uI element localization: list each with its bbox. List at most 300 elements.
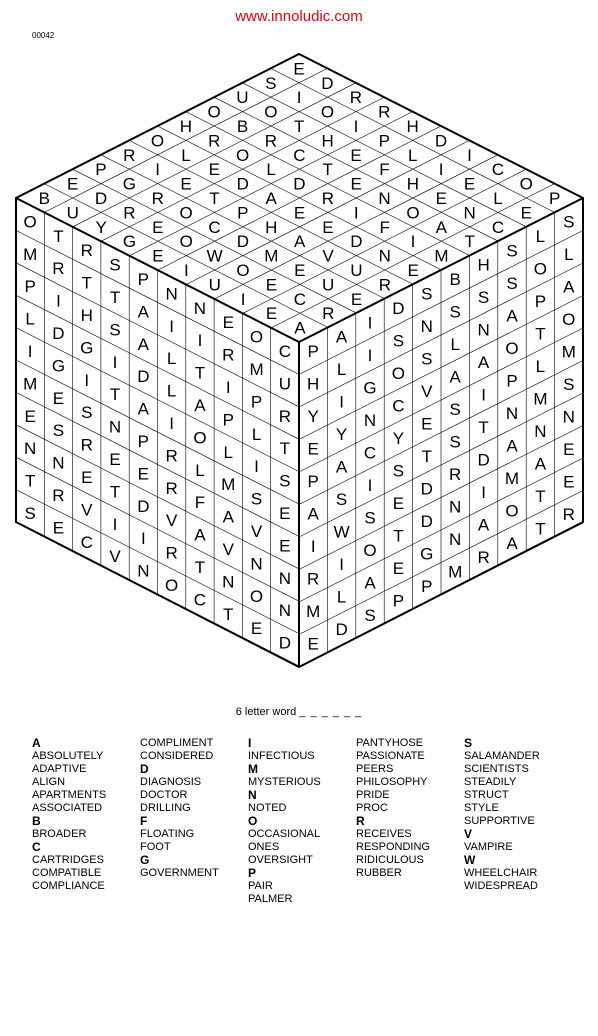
cube-letter[interactable]: T [223, 604, 234, 624]
cube-letter[interactable]: O [363, 540, 377, 560]
cube-letter[interactable]: A [137, 302, 150, 322]
cube-letter[interactable]: I [183, 261, 189, 280]
cube-letter[interactable]: V [250, 522, 263, 541]
cube-letter[interactable]: N [378, 246, 391, 266]
cube-letter[interactable]: I [438, 160, 444, 180]
cube-letter[interactable]: L [535, 226, 546, 246]
cube-letter[interactable]: R [123, 145, 136, 165]
cube-letter[interactable]: L [336, 360, 347, 380]
cube-letter[interactable]: H [179, 117, 192, 136]
cube-letter[interactable]: S [392, 331, 405, 351]
cube-letter[interactable]: L [166, 349, 177, 369]
cube-letter[interactable]: A [194, 525, 206, 545]
cube-letter[interactable]: L [266, 160, 276, 180]
cube-letter[interactable]: O [179, 203, 193, 223]
cube-letter[interactable]: P [307, 342, 319, 362]
cube-letter[interactable]: Y [307, 407, 319, 427]
cube-letter[interactable]: D [137, 367, 150, 387]
cube-letter[interactable]: O [406, 203, 420, 223]
cube-letter[interactable]: E [152, 246, 164, 266]
cube-letter[interactable]: O [165, 576, 179, 595]
cube-letter[interactable]: R [477, 548, 490, 568]
cube-letter[interactable]: E [293, 203, 306, 223]
cube-letter[interactable]: N [562, 407, 575, 427]
cube-letter[interactable]: R [321, 189, 334, 208]
cube-letter[interactable]: V [109, 547, 121, 567]
cube-letter[interactable]: I [84, 370, 90, 390]
cube-letter[interactable]: I [339, 555, 344, 575]
cube-letter[interactable]: I [481, 385, 486, 405]
cube-letter[interactable]: U [322, 275, 335, 295]
cube-letter[interactable]: R [80, 435, 93, 455]
cube-letter[interactable]: N [108, 417, 122, 437]
cube-letter[interactable]: T [322, 160, 333, 180]
cube-letter[interactable]: A [449, 367, 461, 387]
cube-letter[interactable]: N [420, 316, 433, 336]
cube-letter[interactable]: N [137, 561, 150, 581]
cube-letter[interactable]: T [535, 486, 546, 506]
cube-letter[interactable]: D [52, 324, 65, 343]
cube-letter[interactable]: T [194, 363, 206, 383]
cube-letter[interactable]: H [307, 374, 320, 394]
cube-letter[interactable]: V [222, 540, 234, 559]
cube-letter[interactable]: P [534, 291, 547, 311]
cube-letter[interactable]: I [367, 313, 373, 333]
cube-letter[interactable]: E [208, 160, 221, 180]
cube-letter[interactable]: H [406, 174, 419, 194]
cube-letter[interactable]: T [393, 526, 404, 546]
cube-letter[interactable]: E [293, 59, 305, 79]
cube-letter[interactable]: L [223, 442, 233, 462]
cube-letter[interactable]: S [449, 432, 461, 452]
cube-letter[interactable]: R [208, 131, 221, 151]
cube-letter[interactable]: E [279, 536, 291, 556]
cube-letter[interactable]: E [137, 464, 150, 484]
cube-letter[interactable]: O [505, 501, 519, 521]
cube-letter[interactable]: M [561, 342, 576, 362]
cube-letter[interactable]: P [137, 432, 150, 451]
cube-letter[interactable]: L [195, 460, 205, 480]
cube-letter[interactable]: S [392, 461, 405, 481]
cube-letter[interactable]: M [448, 562, 463, 582]
cube-letter[interactable]: T [109, 385, 121, 405]
cube-letter[interactable]: D [434, 131, 448, 151]
cube-letter[interactable]: R [264, 131, 278, 151]
cube-letter[interactable]: O [207, 102, 221, 122]
cube-letter[interactable]: I [140, 529, 146, 549]
cube-letter[interactable]: D [477, 450, 490, 470]
cube-letter[interactable]: P [548, 189, 561, 208]
cube-letter[interactable]: S [506, 241, 518, 261]
cube-letter[interactable]: G [363, 378, 377, 398]
cube-letter[interactable]: D [392, 298, 405, 318]
cube-letter[interactable]: T [535, 519, 546, 539]
cube-letter[interactable]: I [112, 514, 118, 534]
cube-letter[interactable]: A [477, 353, 490, 373]
cube-letter[interactable]: A [435, 217, 448, 237]
cube-letter[interactable]: E [265, 304, 278, 324]
cube-letter[interactable]: E [563, 472, 575, 492]
cube-letter[interactable]: T [109, 288, 121, 307]
cube-letter[interactable]: P [307, 472, 319, 492]
cube-letter[interactable]: E [307, 634, 319, 654]
cube-letter[interactable]: B [236, 117, 249, 136]
cube-letter[interactable]: C [491, 160, 504, 180]
cube-letter[interactable]: N [449, 530, 462, 550]
cube-letter[interactable]: E [180, 174, 192, 194]
cube-letter[interactable]: A [137, 399, 150, 419]
cube-letter[interactable]: C [491, 217, 505, 237]
cube-letter[interactable]: S [279, 471, 291, 491]
cube-letter[interactable]: T [209, 189, 220, 208]
cube-letter[interactable]: M [306, 602, 321, 622]
cube-letter[interactable]: E [392, 493, 405, 513]
cube-letter[interactable]: W [333, 522, 350, 542]
cube-letter[interactable]: I [225, 378, 231, 397]
cube-letter[interactable]: R [307, 569, 320, 589]
cube-letter[interactable]: H [265, 217, 278, 237]
cube-letter[interactable]: E [322, 217, 334, 237]
cube-letter[interactable]: L [493, 189, 503, 208]
cube-letter[interactable]: E [294, 261, 306, 280]
cube-letter[interactable]: T [53, 226, 64, 246]
cube-letter[interactable]: I [112, 352, 118, 372]
cube-letter[interactable]: E [350, 145, 362, 165]
cube-letter[interactable]: N [278, 568, 291, 588]
cube-letter[interactable]: F [379, 160, 390, 180]
cube-letter[interactable]: A [293, 232, 306, 252]
cube-letter[interactable]: C [193, 590, 207, 610]
cube-letter[interactable]: L [166, 381, 177, 401]
cube-letter[interactable]: N [222, 572, 235, 592]
cube-letter[interactable]: I [410, 232, 416, 252]
cube-letter[interactable]: E [279, 504, 291, 523]
cube-letter[interactable]: N [363, 410, 377, 430]
cube-letter[interactable]: C [208, 217, 221, 237]
cube-letter[interactable]: N [24, 439, 37, 459]
cube-letter[interactable]: D [293, 174, 306, 194]
cube-letter[interactable]: B [449, 270, 461, 290]
cube-letter[interactable]: A [335, 327, 348, 347]
cube-letter[interactable]: L [181, 145, 191, 165]
cube-letter[interactable]: A [194, 396, 206, 415]
cube-letter[interactable]: R [349, 88, 362, 108]
cube-letter[interactable]: T [478, 418, 489, 438]
cube-letter[interactable]: V [165, 511, 178, 531]
cube-letter[interactable]: S [24, 504, 36, 523]
cube-letter[interactable]: I [367, 475, 373, 495]
cube-letter[interactable]: U [278, 374, 291, 394]
cube-letter[interactable]: F [194, 493, 206, 513]
cube-letter[interactable]: A [506, 533, 518, 553]
cube-letter[interactable]: L [564, 244, 574, 264]
cube-letter[interactable]: D [137, 496, 150, 516]
cube-letter[interactable]: R [165, 543, 178, 563]
cube-letter[interactable]: P [222, 410, 234, 430]
cube-letter[interactable]: E [435, 189, 447, 208]
cube-letter[interactable]: O [236, 145, 250, 165]
cube-letter[interactable]: E [421, 414, 433, 434]
cube-letter[interactable]: M [434, 246, 449, 266]
cube-letter[interactable]: L [450, 335, 460, 355]
cube-letter[interactable]: G [80, 338, 94, 358]
cube-letter[interactable]: O [264, 102, 278, 122]
cube-letter[interactable]: I [467, 145, 472, 165]
cube-letter[interactable]: U [208, 275, 221, 295]
cube-letter[interactable]: M [264, 246, 279, 266]
cube-letter[interactable]: P [378, 131, 391, 151]
cube-letter[interactable]: I [254, 457, 259, 477]
cube-letter[interactable]: L [336, 587, 347, 607]
cube-letter[interactable]: O [179, 232, 193, 252]
cube-letter[interactable]: T [464, 232, 475, 252]
cube-letter[interactable]: S [477, 288, 490, 308]
cube-letter[interactable]: I [481, 483, 486, 503]
cube-letter[interactable]: L [251, 424, 262, 444]
cube-letter[interactable]: N [378, 189, 391, 208]
cube-letter[interactable]: N [278, 601, 291, 621]
cube-letter[interactable]: E [66, 174, 79, 194]
cube-letter[interactable]: E [463, 174, 476, 194]
cube-letter[interactable]: C [293, 145, 306, 165]
cube-letter[interactable]: G [122, 174, 136, 194]
cube-letter[interactable]: M [221, 475, 236, 495]
cube-letter[interactable]: S [265, 73, 277, 93]
cube-letter[interactable]: D [350, 232, 363, 252]
cube-letter[interactable]: I [339, 392, 344, 412]
cube-letter[interactable]: T [24, 471, 36, 491]
cube-letter[interactable]: E [392, 558, 405, 578]
cube-letter[interactable]: B [38, 189, 51, 208]
cube-letter[interactable]: M [533, 389, 548, 409]
cube-letter[interactable]: U [236, 88, 249, 108]
cube-letter[interactable]: I [155, 160, 161, 180]
cube-letter[interactable]: O [150, 131, 165, 151]
cube-letter[interactable]: S [250, 489, 263, 509]
cube-letter[interactable]: S [109, 320, 121, 340]
cube-letter[interactable]: A [222, 507, 234, 527]
site-url[interactable]: www.innoludic.com [235, 8, 363, 25]
cube-letter[interactable]: T [81, 273, 92, 293]
cube-letter[interactable]: H [406, 117, 419, 136]
cube-letter[interactable]: S [364, 508, 376, 528]
cube-letter[interactable]: S [506, 273, 518, 293]
cube-letter[interactable]: E [52, 388, 65, 408]
cube-letter[interactable]: N [534, 421, 547, 441]
cube-letter[interactable]: P [95, 160, 107, 180]
cube-letter[interactable]: R [449, 465, 462, 485]
cube-letter[interactable]: Y [392, 428, 405, 448]
cube-letter[interactable]: O [249, 586, 264, 606]
cube-letter[interactable]: R [562, 504, 575, 524]
cube-letter[interactable]: L [535, 356, 546, 376]
cube-letter[interactable]: V [421, 381, 433, 401]
cube-letter[interactable]: T [421, 446, 432, 466]
cube-letter[interactable]: D [335, 620, 348, 640]
cube-letter[interactable]: T [109, 482, 121, 502]
cube-letter[interactable]: A [137, 334, 150, 354]
cube-letter[interactable]: I [353, 117, 359, 136]
cube-letter[interactable]: E [52, 518, 65, 538]
cube-letter[interactable]: E [407, 261, 419, 280]
cube-letter[interactable]: O [391, 363, 406, 383]
cube-letter[interactable]: E [350, 174, 362, 194]
cube-letter[interactable]: I [169, 414, 175, 433]
cube-letter[interactable]: E [81, 468, 93, 487]
cube-letter[interactable]: O [562, 309, 576, 329]
cube-letter[interactable]: E [152, 217, 164, 237]
cube-letter[interactable]: D [94, 189, 108, 208]
cube-letter[interactable]: S [109, 255, 121, 275]
cube-letter[interactable]: L [408, 145, 418, 165]
cube-letter[interactable]: I [310, 537, 316, 557]
cube-letter[interactable]: I [240, 289, 246, 309]
cube-letter[interactable]: A [364, 573, 376, 593]
cube-letter[interactable]: A [506, 436, 518, 456]
cube-letter[interactable]: Y [95, 217, 107, 237]
cube-letter[interactable]: H [477, 255, 490, 275]
cube-letter[interactable]: D [420, 511, 433, 531]
cube-letter[interactable]: S [421, 349, 433, 369]
cube-letter[interactable]: N [463, 203, 476, 223]
cube-letter[interactable]: S [563, 212, 575, 232]
cube-letter[interactable]: A [506, 306, 518, 326]
cube-letter[interactable]: A [563, 277, 575, 297]
cube-letter[interactable]: D [236, 174, 249, 194]
cube-letter[interactable]: S [52, 421, 65, 441]
cube-letter[interactable]: V [81, 500, 93, 520]
cube-letter[interactable]: O [533, 259, 548, 279]
cube-letter[interactable]: O [519, 174, 533, 194]
cube-letter[interactable]: E [307, 439, 319, 459]
cube-letter[interactable]: H [321, 131, 334, 151]
cube-letter[interactable]: G [51, 356, 66, 376]
cube-letter[interactable]: A [335, 457, 348, 477]
cube-letter[interactable]: S [563, 374, 575, 394]
cube-letter[interactable]: R [165, 446, 178, 466]
cube-letter[interactable]: E [24, 406, 36, 426]
cube-letter[interactable]: G [420, 544, 434, 564]
cube-letter[interactable]: C [293, 289, 306, 309]
cube-letter[interactable]: E [109, 450, 121, 469]
cube-letter[interactable]: R [151, 189, 164, 208]
cube-letter[interactable]: R [165, 478, 178, 498]
cube-letter[interactable]: S [449, 400, 461, 420]
cube-letter[interactable]: O [193, 428, 207, 448]
cube-letter[interactable]: A [265, 189, 277, 208]
cube-letter[interactable]: D [321, 73, 334, 93]
cube-letter[interactable]: R [52, 259, 65, 279]
cube-letter[interactable]: I [169, 316, 175, 336]
cube-letter[interactable]: E [520, 203, 533, 223]
cube-letter[interactable]: A [477, 515, 490, 535]
cube-letter[interactable]: I [353, 203, 359, 223]
cube-letter[interactable]: M [23, 374, 38, 394]
cube-letter[interactable]: R [52, 486, 65, 505]
cube-letter[interactable]: N [52, 453, 65, 473]
cube-letter[interactable]: R [378, 275, 391, 295]
cube-letter[interactable]: E [222, 313, 234, 333]
cube-letter[interactable]: L [25, 309, 35, 329]
cube-letter[interactable]: N [505, 403, 519, 423]
cube-letter[interactable]: I [27, 342, 33, 361]
cube-letter[interactable]: A [307, 504, 319, 524]
cube-letter[interactable]: D [236, 232, 250, 252]
cube-letter[interactable]: T [535, 324, 546, 344]
cube-letter[interactable]: I [367, 345, 373, 365]
cube-letter[interactable]: E [563, 439, 575, 459]
cube-letter[interactable]: T [194, 558, 206, 577]
cube-letter[interactable]: P [421, 576, 433, 596]
cube-letter[interactable]: N [477, 320, 490, 340]
cube-letter[interactable]: U [350, 261, 363, 280]
cube-letter[interactable]: I [56, 291, 61, 311]
cube-letter[interactable]: T [294, 117, 305, 136]
cube-letter[interactable]: N [165, 284, 178, 304]
cube-letter[interactable]: M [23, 244, 38, 264]
cube-letter[interactable]: S [421, 284, 433, 304]
cube-letter[interactable]: C [363, 443, 377, 463]
cube-letter[interactable]: I [197, 331, 203, 351]
cube-letter[interactable]: M [249, 360, 264, 379]
cube-letter[interactable]: N [250, 554, 263, 574]
cube-letter[interactable]: R [278, 406, 291, 426]
cube-letter[interactable]: Y [335, 425, 348, 445]
cube-letter[interactable]: O [23, 212, 37, 232]
cube-letter[interactable]: R [123, 203, 136, 223]
cube-letter[interactable]: S [335, 490, 348, 510]
cube-letter[interactable]: W [206, 246, 223, 266]
cube-letter[interactable]: O [236, 261, 250, 280]
cube-letter[interactable]: C [80, 532, 93, 552]
cube-letter[interactable]: V [322, 246, 334, 266]
cube-letter[interactable]: G [122, 232, 137, 252]
cube-letter[interactable]: P [24, 277, 36, 297]
cube-letter[interactable]: U [66, 203, 79, 223]
cube-letter[interactable]: N [193, 298, 207, 318]
cube-letter[interactable]: P [237, 203, 249, 223]
cube-letter[interactable]: I [296, 88, 302, 108]
cube-letter[interactable]: F [379, 217, 390, 237]
cube-letter[interactable]: P [392, 591, 405, 611]
cube-letter[interactable]: R [378, 102, 391, 122]
cube-letter[interactable]: P [250, 392, 263, 412]
cube-letter[interactable]: A [534, 454, 547, 474]
cube-letter[interactable]: P [137, 270, 150, 289]
cube-letter[interactable]: D [420, 479, 433, 499]
cube-letter[interactable]: S [449, 302, 461, 322]
cube-letter[interactable]: O [320, 102, 335, 122]
cube-letter[interactable]: S [364, 605, 376, 625]
cube-letter[interactable]: R [322, 304, 335, 324]
cube-letter[interactable]: T [279, 439, 291, 459]
cube-letter[interactable]: M [504, 468, 520, 488]
cube-letter[interactable]: A [294, 318, 306, 338]
cube-letter[interactable]: N [449, 497, 462, 517]
cube-letter[interactable]: E [350, 289, 363, 309]
cube-letter[interactable]: P [506, 371, 518, 391]
cube-letter[interactable]: S [81, 403, 93, 423]
cube-letter[interactable]: O [505, 338, 519, 358]
cube-letter[interactable]: H [80, 306, 93, 325]
cube-letter[interactable]: C [392, 396, 405, 416]
cube-letter[interactable]: C [278, 342, 291, 361]
cube-letter[interactable]: O [249, 327, 264, 347]
cube-letter[interactable]: R [222, 345, 235, 365]
cube-letter[interactable]: R [80, 241, 93, 261]
cube-letter[interactable]: D [278, 633, 291, 653]
cube-letter[interactable]: E [265, 275, 278, 295]
